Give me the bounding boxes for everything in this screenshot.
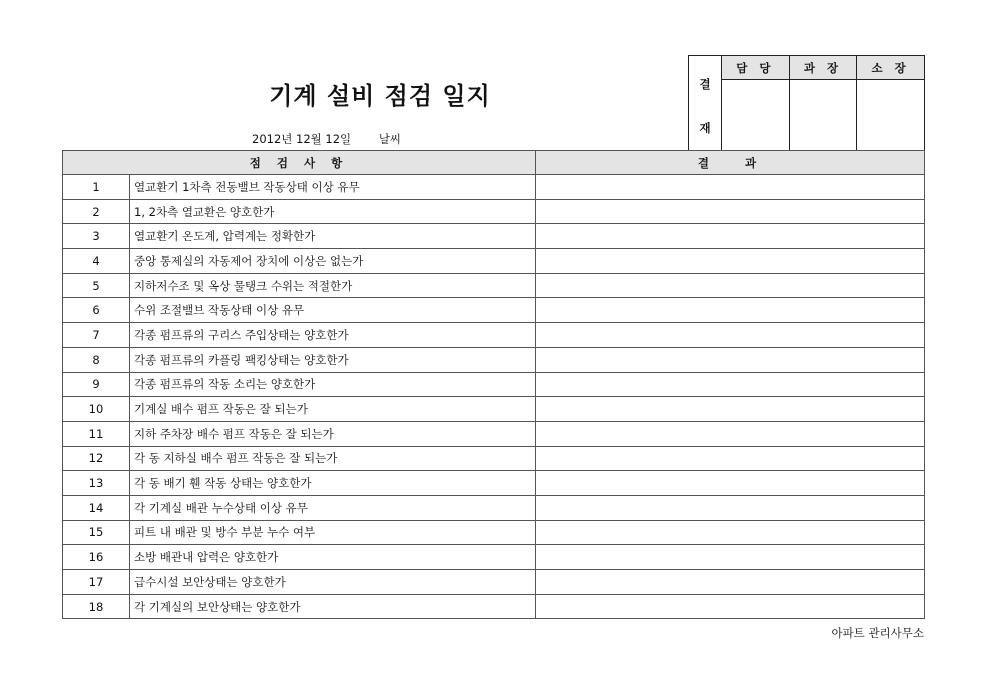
row-result-cell[interactable] <box>536 224 925 249</box>
approval-header-section-chief: 과 장 <box>789 56 857 80</box>
table-row <box>63 323 925 348</box>
row-number: 11 <box>63 421 130 446</box>
row-number: 10 <box>63 397 130 422</box>
row-result-cell[interactable] <box>536 545 925 570</box>
inspection-date: 2012년 12월 12일 <box>252 132 352 146</box>
row-inspection-item: 각종 펌프류의 작동 소리는 양호한가 <box>130 372 536 397</box>
row-number: 12 <box>63 446 130 471</box>
row-inspection-item: 피트 내 배관 및 방수 부분 누수 여부 <box>130 520 536 545</box>
table-row <box>63 594 925 619</box>
inspection-table <box>62 150 925 619</box>
table-row <box>63 570 925 595</box>
row-number: 1 <box>63 175 130 200</box>
row-result-cell[interactable] <box>536 323 925 348</box>
row-number: 9 <box>63 372 130 397</box>
row-inspection-item: 기계실 배수 펌프 작동은 잘 되는가 <box>130 397 536 422</box>
row-inspection-item: 각 기계실의 보안상태는 양호한가 <box>130 594 536 619</box>
row-number: 13 <box>63 471 130 496</box>
header-inspection-items: 점 검 사 항 <box>63 151 536 175</box>
row-result-cell[interactable] <box>536 347 925 372</box>
header-result: 결 과 <box>536 151 925 175</box>
row-number: 15 <box>63 520 130 545</box>
row-inspection-item: 지하 주차장 배수 펌프 작동은 잘 되는가 <box>130 421 536 446</box>
row-inspection-item: 중앙 통제실의 자동제어 장치에 이상은 없는가 <box>130 249 536 274</box>
row-inspection-item: 각 동 배기 휀 작동 상태는 양호한가 <box>130 471 536 496</box>
row-number: 4 <box>63 249 130 274</box>
row-inspection-item: 1, 2차측 열교환은 양호한가 <box>130 199 536 224</box>
row-inspection-item: 각종 펌프류의 카플링 팩킹상태는 양호한가 <box>130 347 536 372</box>
row-number: 18 <box>63 594 130 619</box>
row-result-cell[interactable] <box>536 520 925 545</box>
row-result-cell[interactable] <box>536 298 925 323</box>
table-row <box>63 199 925 224</box>
table-row <box>63 372 925 397</box>
row-inspection-item: 소방 배관내 압력은 양호한가 <box>130 545 536 570</box>
row-result-cell[interactable] <box>536 594 925 619</box>
weather-label: 날씨 <box>378 132 402 146</box>
approval-sign-section-chief[interactable] <box>789 80 857 151</box>
row-number: 5 <box>63 273 130 298</box>
date-line <box>252 131 401 147</box>
approval-header-director: 소 장 <box>857 56 925 80</box>
approval-box <box>688 55 925 151</box>
row-inspection-item: 열교환기 온도계, 압력계는 정확한가 <box>130 224 536 249</box>
row-result-cell[interactable] <box>536 446 925 471</box>
row-number: 3 <box>63 224 130 249</box>
row-result-cell[interactable] <box>536 249 925 274</box>
approval-sign-manager[interactable] <box>722 80 790 151</box>
row-result-cell[interactable] <box>536 372 925 397</box>
table-row <box>63 421 925 446</box>
row-number: 17 <box>63 570 130 595</box>
row-number: 8 <box>63 347 130 372</box>
row-result-cell[interactable] <box>536 495 925 520</box>
document-title: 기계 설비 점검 일지 <box>269 82 491 110</box>
row-result-cell[interactable] <box>536 273 925 298</box>
table-row <box>63 298 925 323</box>
table-row <box>63 446 925 471</box>
row-inspection-item: 수위 조절밸브 작동상태 이상 유무 <box>130 298 536 323</box>
row-number: 2 <box>63 199 130 224</box>
row-inspection-item: 각종 펌프류의 구리스 주입상태는 양호한가 <box>130 323 536 348</box>
row-result-cell[interactable] <box>536 421 925 446</box>
row-inspection-item: 각 동 지하실 배수 펌프 작동은 잘 되는가 <box>130 446 536 471</box>
row-number: 16 <box>63 545 130 570</box>
row-inspection-item: 각 기계실 배관 누수상태 이상 유무 <box>130 495 536 520</box>
row-result-cell[interactable] <box>536 397 925 422</box>
table-row <box>63 471 925 496</box>
approval-side-label: 결 재 <box>689 56 722 151</box>
table-row <box>63 495 925 520</box>
table-row <box>63 273 925 298</box>
row-inspection-item: 열교환기 1차측 전동밸브 작동상태 이상 유무 <box>130 175 536 200</box>
table-row <box>63 520 925 545</box>
row-result-cell[interactable] <box>536 570 925 595</box>
table-row <box>63 347 925 372</box>
row-inspection-item: 지하저수조 및 옥상 물탱크 수위는 적절한가 <box>130 273 536 298</box>
table-row <box>63 397 925 422</box>
row-number: 7 <box>63 323 130 348</box>
table-row <box>63 545 925 570</box>
row-result-cell[interactable] <box>536 175 925 200</box>
row-number: 6 <box>63 298 130 323</box>
office-name: 아파트 관리사무소 <box>831 626 924 640</box>
approval-header-manager: 담 당 <box>722 56 790 80</box>
approval-sign-director[interactable] <box>857 80 925 151</box>
table-row <box>63 224 925 249</box>
row-inspection-item: 급수시설 보안상태는 양호한가 <box>130 570 536 595</box>
table-row <box>63 175 925 200</box>
row-number: 14 <box>63 495 130 520</box>
row-result-cell[interactable] <box>536 471 925 496</box>
table-row <box>63 249 925 274</box>
row-result-cell[interactable] <box>536 199 925 224</box>
